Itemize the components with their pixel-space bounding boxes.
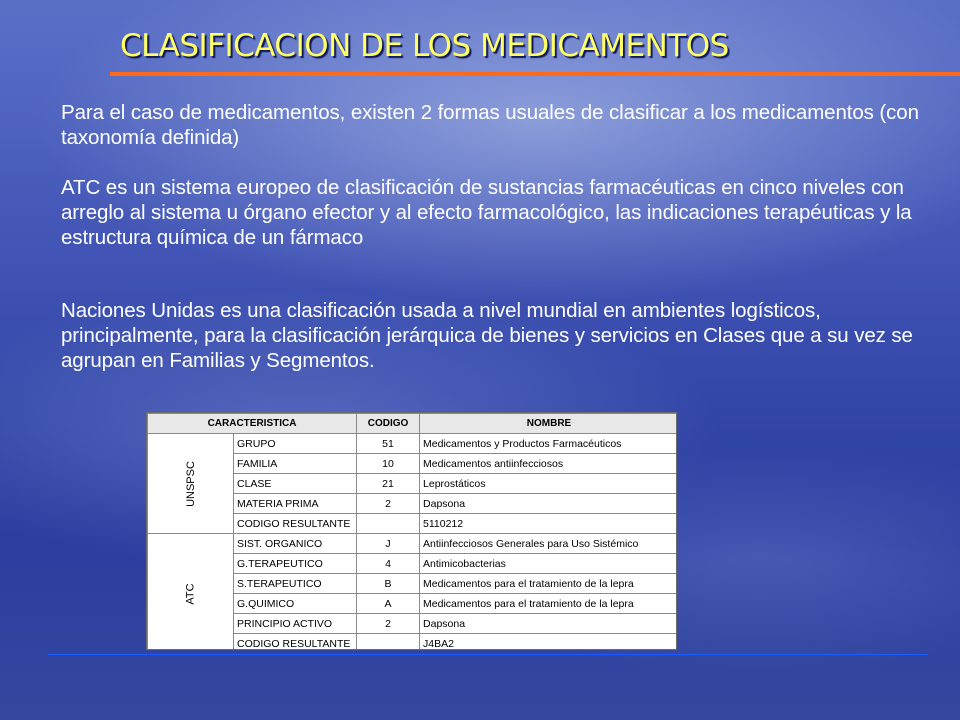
cell-name: Medicamentos para el tratamiento de la lepra xyxy=(420,574,677,594)
slide-title: CLASIFICACION DE LOS MEDICAMENTOS xyxy=(120,28,729,64)
cell-code: 21 xyxy=(357,474,420,494)
cell-name: Medicamentos para el tratamiento de la lepra xyxy=(420,594,677,614)
cell-characteristic: PRINCIPIO ACTIVO xyxy=(234,614,357,634)
cell-characteristic: G.QUIMICO xyxy=(234,594,357,614)
classification-table xyxy=(146,412,677,650)
cell-characteristic: MATERIA PRIMA xyxy=(234,494,357,514)
cell-code: A xyxy=(357,594,420,614)
cell-code: 10 xyxy=(357,454,420,474)
cell-code: J xyxy=(357,534,420,554)
cell-name: Dapsona xyxy=(420,494,677,514)
header-codigo: CODIGO xyxy=(357,414,420,434)
cell-characteristic: FAMILIA xyxy=(234,454,357,474)
cell-name: Medicamentos y Productos Farmacéuticos xyxy=(420,434,677,454)
cell-code: 51 xyxy=(357,434,420,454)
table-row xyxy=(148,434,678,454)
header-caracteristica: CARACTERISTICA xyxy=(148,414,357,434)
cell-characteristic: CLASE xyxy=(234,474,357,494)
cell-name: Medicamentos antiinfecciosos xyxy=(420,454,677,474)
cell-code xyxy=(357,514,420,534)
cell-code: 2 xyxy=(357,614,420,634)
cell-code: 2 xyxy=(357,494,420,514)
cell-name: 5110212 xyxy=(420,514,677,534)
cell-characteristic: G.TERAPEUTICO xyxy=(234,554,357,574)
table-header-row xyxy=(148,414,678,434)
cell-characteristic: CODIGO RESULTANTE xyxy=(234,634,357,651)
table-row xyxy=(148,534,678,554)
group-label-atc: ATC xyxy=(148,534,234,651)
cell-characteristic: CODIGO RESULTANTE xyxy=(234,514,357,534)
cell-characteristic: SIST. ORGANICO xyxy=(234,534,357,554)
cell-code: B xyxy=(357,574,420,594)
header-nombre: NOMBRE xyxy=(420,414,677,434)
cell-name: Antiinfecciosos Generales para Uso Sistémico xyxy=(420,534,677,554)
cell-name: J4BA2 xyxy=(420,634,677,651)
cell-name: Dapsona xyxy=(420,614,677,634)
cell-name: Antimicobacterias xyxy=(420,554,677,574)
title-underline xyxy=(110,72,960,76)
paragraph-naciones-unidas: Naciones Unidas es una clasificación usada a nivel mundial en ambientes logísticos, principalmente, para la clasificación jerárquica de bienes y servicios en Clases que a su vez se agrupan en Familias y Segmentos. xyxy=(61,299,913,372)
cell-code xyxy=(357,634,420,651)
cell-code: 4 xyxy=(357,554,420,574)
paragraph-atc: ATC es un sistema europeo de clasificación de sustancias farmacéuticas en cinco niveles con arreglo al sistema u órgano efector y al efecto farmacológico, las indicaciones terapéuticas y la estructura química de un fármaco xyxy=(61,176,912,249)
cell-characteristic: GRUPO xyxy=(234,434,357,454)
bottom-divider xyxy=(48,654,928,655)
cell-characteristic: S.TERAPEUTICO xyxy=(234,574,357,594)
group-label-unspsc: UNSPSC xyxy=(148,434,234,534)
cell-name: Leprostáticos xyxy=(420,474,677,494)
paragraph-intro: Para el caso de medicamentos, existen 2 formas usuales de clasificar a los medicamentos (con taxonomía definida) xyxy=(61,101,919,149)
